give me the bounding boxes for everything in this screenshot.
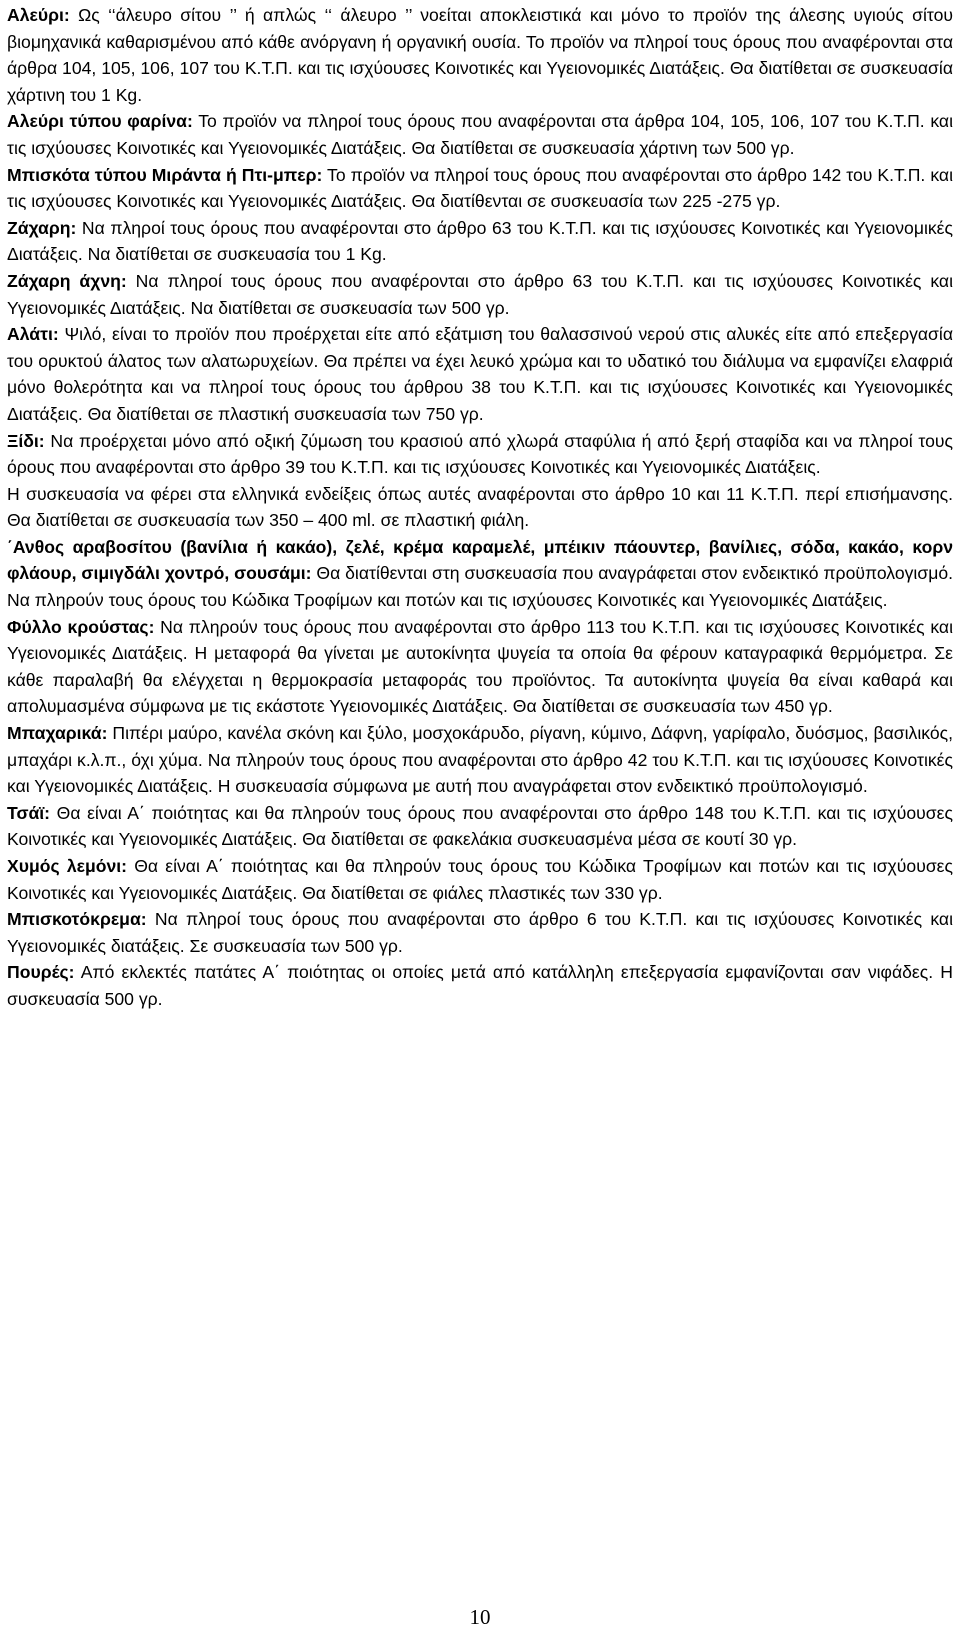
paragraph-pastry-sheets — [7, 614, 953, 720]
paragraph-label: ΄Ανθος αραβοσίτου (βανίλια ή κακάο), ζελέ, κρέμα καραμελέ, μπέικιν πάουντερ, βανίλιες, σόδα, κακάο, κορν φλάουρ, σιμιγδάλι χοντρό, σουσάμι: — [7, 536, 953, 584]
document-body — [7, 2, 953, 1013]
paragraph-label: Μπαχαρικά: — [7, 723, 108, 744]
paragraph-label: Ζάχαρη άχνη: — [7, 270, 127, 291]
paragraph-label: Φύλλο κρούστας: — [7, 616, 155, 637]
paragraph-label: Χυμός λεμόνι: — [7, 856, 128, 876]
paragraph-text: Το προϊόν να πληροί τους όρους που αναφέρονται στα άρθρα 104, 105, 106, 107 του Κ.Τ.Π. και τις ισχύουσες Κοινοτικές και Υγειονομικές Διατάξεις. Θα διατίθεται σε συσκευασία χάρτινη των 500 γρ. — [7, 111, 953, 158]
paragraph-text: Πιπέρι μαύρο, κανέλα σκόνη και ξύλο, μοσχοκάρυδο, ρίγανη, κύμινο, Δάφνη, γαρίφαλο, δυόσμος, βασιλικός, μπαχάρι κ.λ.π., όχι χύμα. Να πληρούν τους όρους που αναφέρονται στο άρθρο 42 του Κ.Τ.Π. και τις ισχύουσες Κοινοτικές και Υγειονομικές Διατάξεις. Η συσκευασία σύμφωνα με αυτή που αναγράφεται στον ενδεικτικό προϋπολογισμό. — [7, 723, 953, 797]
paragraph-biscuits — [7, 162, 953, 215]
paragraph-text: Θα είναι Α΄ ποιότητας και θα πληρούν τους όρους του Κώδικα Τροφίμων και ποτών και τις ισχύουσες Κοινοτικές και Υγειονομικές Διατάξεις. Θα διατίθεται σε φιάλες πλαστικές των 330 γρ. — [7, 856, 953, 903]
paragraph-label: Πουρές: — [7, 962, 75, 983]
paragraph-text: Ως ‘‘άλευρο σίτου ’’ ή απλώς ‘‘ άλευρο ’’ νοείται αποκλειστικά και μόνο το προϊόν της άλεσης υγιούς σίτου βιομηχανικά καθαρισμένου από κάθε ανόργανη ή οργανική ουσία. Το προϊόν να πληροί τους όρους που αναφέρονται στα άρθρα 104, 105, 106, 107 του Κ.Τ.Π. και τις ισχύουσες Κοινοτικές και Υγειονομικές Διατάξεις. Θα διατίθεται σε συσκευασία χάρτινη του 1 Kg. — [7, 5, 953, 105]
paragraph-text: Η συσκευασία να φέρει στα ελληνικά ενδείξεις όπως αυτές αναφέρονται στο άρθρο 10 και 11 Κ.Τ.Π. περί επισήμανσης. Θα διατίθεται σε συσκευασία των 350 – 400 ml. σε πλαστική φιάλη. — [7, 483, 953, 531]
paragraph-text: Θα διατίθενται στη συσκευασία που αναγράφεται στον ενδεικτικό προϋπολογισμό. Να πληρούν τους όρους του Κώδικα Τροφίμων και ποτών και τις ισχύουσες Κοινοτικές και Υγειονομικές Διατάξεις. — [7, 563, 954, 611]
paragraph-lemon-juice — [7, 853, 953, 906]
paragraph-spices — [7, 720, 953, 800]
paragraph-icing-sugar — [7, 268, 953, 321]
paragraph-label: Μπισκότα τύπου Μιράντα ή Πτι-μπερ: — [7, 164, 323, 185]
paragraph-baking-goods — [7, 534, 953, 614]
paragraph-label: Αλεύρι τύπου φαρίνα: — [7, 111, 193, 132]
paragraph-flour — [7, 2, 953, 108]
paragraph-text: Να προέρχεται μόνο από οξική ζύμωση του κρασιού από χλωρά σταφύλια ή από ξερή σταφίδα και να πληροί τους όρους που αναφέρονται στο άρθρο 39 του Κ.Τ.Π. και τις ισχύουσες Κοινοτικές και Υγειονομικές Διατάξεις. — [7, 430, 953, 478]
paragraph-farina-flour — [7, 108, 953, 161]
paragraph-label: Μπισκοτόκρεμα: — [7, 909, 147, 930]
paragraph-tea — [7, 800, 953, 853]
paragraph-biscuit-cream — [7, 906, 953, 959]
paragraph-text: Να πληροί τους όρους που αναφέρονται στο άρθρο 6 του Κ.Τ.Π. και τις ισχύουσες Κοινοτικές και Υγειονομικές διατάξεις. Σε συσκευασία των 500 γρ. — [7, 909, 953, 956]
paragraph-label: Αλάτι: — [7, 324, 59, 345]
paragraph-mashed-potato — [7, 959, 953, 1012]
paragraph-text: Το προϊόν να πληροί τους όρους που αναφέρονται στο άρθρο 142 του Κ.Τ.Π. και τις ισχύουσες Κοινοτικές και Υγειονομικές Διατάξεις. Θα διατίθενται σε συσκευασία των 225 -275 γρ. — [7, 164, 953, 212]
paragraph-label: Ζάχαρη: — [7, 217, 77, 238]
paragraph-text: Θα είναι Α΄ ποιότητας και θα πληρούν τους όρους που αναφέρονται στο άρθρο 148 του Κ.Τ.Π. και τις ισχύουσες Κοινοτικές και Υγειονομικές Διατάξεις. Θα διατίθεται σε φακελάκια συσκευασμένα μέσα σε κουτί 30 γρ. — [7, 802, 953, 850]
paragraph-vinegar-packaging — [7, 481, 953, 534]
paragraph-text: Να πληροί τους όρους που αναφέρονται στο άρθρο 63 του Κ.Τ.Π. και τις ισχύουσες Κοινοτικές και Υγειονομικές Διατάξεις. Να διατίθεται σε συσκευασία των 500 γρ. — [7, 270, 953, 318]
paragraph-label: Τσάϊ: — [7, 802, 51, 823]
paragraph-label: Αλεύρι: — [7, 5, 70, 25]
page-number: 10 — [469, 1605, 491, 1629]
paragraph-text: Να πληρούν τους όρους που αναφέρονται στο άρθρο 113 του Κ.Τ.Π. και τις ισχύουσες Κοινοτικές και Υγειονομικές Διατάξεις. Η μεταφορά θα γίνεται με αυτοκίνητα ψυγεία τα οποία θα φέρουν καταγραφικά θερμόμετρα. Σε κάθε παραλαβή θα ελέγχεται η θερμοκρασία μεταφοράς του προϊόντος. Τα αυτοκίνητα ψυγεία θα είναι καθαρά και απολυμασμένα σύμφωνα με τις εκάστοτε Υγειονομικές Διατάξεις. Θα διατίθεται σε συσκευασία των 450 γρ. — [7, 616, 953, 717]
paragraph-text: Από εκλεκτές πατάτες Α΄ ποιότητας οι οποίες μετά από κατάλληλη επεξεργασία εμφανίζονται σαν νιφάδες. Η συσκευασία 500 γρ. — [7, 962, 953, 1009]
paragraph-salt — [7, 321, 953, 427]
paragraph-text: Ψιλό, είναι το προϊόν που προέρχεται είτε από εξάτμιση του θαλασσινού νερού στις αλυκές είτε από επεξεργασία του ορυκτού άλατος των αλατωρυχείων. Θα πρέπει να έχει λευκό χρώμα και το υδατικό του διάλυμα να εμφανίζει ελαφριά μόνο θολερότητα και να πληροί τους όρους του άρθρου 38 του Κ.Τ.Π. και τις ισχύουσες Κοινοτικές και Υγειονομικές Διατάξεις. Θα διατίθεται σε πλαστική συσκευασία των 750 γρ. — [7, 324, 953, 424]
paragraph-sugar — [7, 215, 953, 268]
paragraph-text: Να πληροί τους όρους που αναφέρονται στο άρθρο 63 του Κ.Τ.Π. και τις ισχύουσες Κοινοτικές και Υγειονομικές Διατάξεις. Να διατίθεται σε συσκευασία του 1 Kg. — [7, 217, 953, 265]
paragraph-vinegar — [7, 428, 953, 481]
paragraph-label: Ξίδι: — [7, 430, 45, 451]
